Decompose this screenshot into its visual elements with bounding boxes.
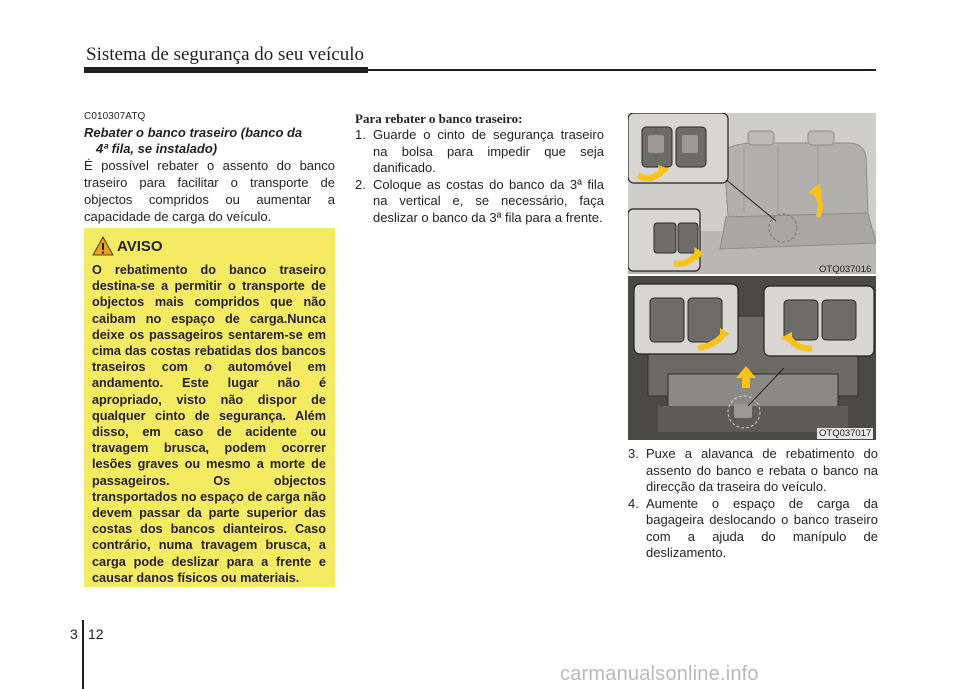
section-subtitle [84, 125, 334, 157]
warning-triangle-icon [92, 236, 114, 256]
header-rule-thick [84, 67, 368, 73]
page-header-title: Sistema de segurança do seu veículo [86, 44, 365, 65]
step-number: 2. [355, 176, 366, 192]
step-2 [355, 177, 604, 227]
step-4 [628, 496, 878, 562]
step-number: 3. [628, 446, 639, 461]
step-text: Guarde o cinto de segurança traseiro na bolsa para impedir que seja danificado. [373, 127, 604, 175]
step-number: 1. [355, 127, 366, 142]
procedure-steps-3-4 [628, 446, 878, 562]
figure-seat-fold-lever [628, 113, 876, 274]
intro-paragraph: É possível rebater o assento do banco traseiro para facilitar o transporte de objectos compridos ou aumentar a capacidade de carga do veículo. [84, 158, 335, 224]
step-text: Aumente o espaço de carga da bagageira deslocando o banco traseiro com a ajuda do manípulo de deslizamento. [646, 495, 878, 560]
step-number: 4. [628, 495, 639, 511]
page-number: 12 [88, 626, 104, 642]
section-code: C010307ATQ [84, 111, 146, 122]
header-rule-thin [368, 69, 876, 71]
step-1 [355, 127, 604, 177]
footer-rule [82, 620, 84, 689]
step-text: Puxe a alavanca de rebatimento do assento do banco e rebata o banco na direcção da traseira do veículo. [646, 446, 878, 494]
watermark-text: carmanualsonline.info [560, 663, 759, 685]
step-3 [628, 446, 878, 496]
figure-1-label: OTQ037016 [819, 264, 872, 275]
subtitle-line-2: 4ª fila, se instalado) [96, 141, 218, 156]
procedure-heading: Para rebater o banco traseiro: [355, 111, 523, 126]
figure-seat-slide-handle [628, 276, 876, 440]
step-text: Coloque as costas do banco da 3ª fila na vertical e, se necessário, faça deslizar o banco da 3ª fila para a frente. [373, 176, 604, 225]
subtitle-line-1: Rebater o banco traseiro (banco da [84, 125, 303, 140]
procedure-steps-1-2 [355, 127, 604, 226]
warning-text: O rebatimento do banco traseiro destina-se a permitir o transporte de objectos mais compridos que não caibam no espaço de carga.Nunca deixe os passageiros sentarem-se em cima das costas rebatidas dos bancos traseiros com o automóvel em andamento. Este lugar não é apropriado, visto não dispor de qualquer cinto de segurança. Além disso, em caso de acidente ou travagem brusca, podem ocorrer lesões graves ou mesmo a morte de passageiros. Os objectos transportados no espaço de carga não devem passar da parte superior das costas dos bancos dianteiros. Caso contrário, numa travagem brusca, a carga pode deslizar para a frente e causar danos físicos ou materiais. [92, 263, 326, 585]
figure-2-label: OTQ037017 [819, 428, 872, 439]
chapter-number: 3 [70, 626, 78, 642]
warning-title: AVISO [117, 238, 163, 255]
